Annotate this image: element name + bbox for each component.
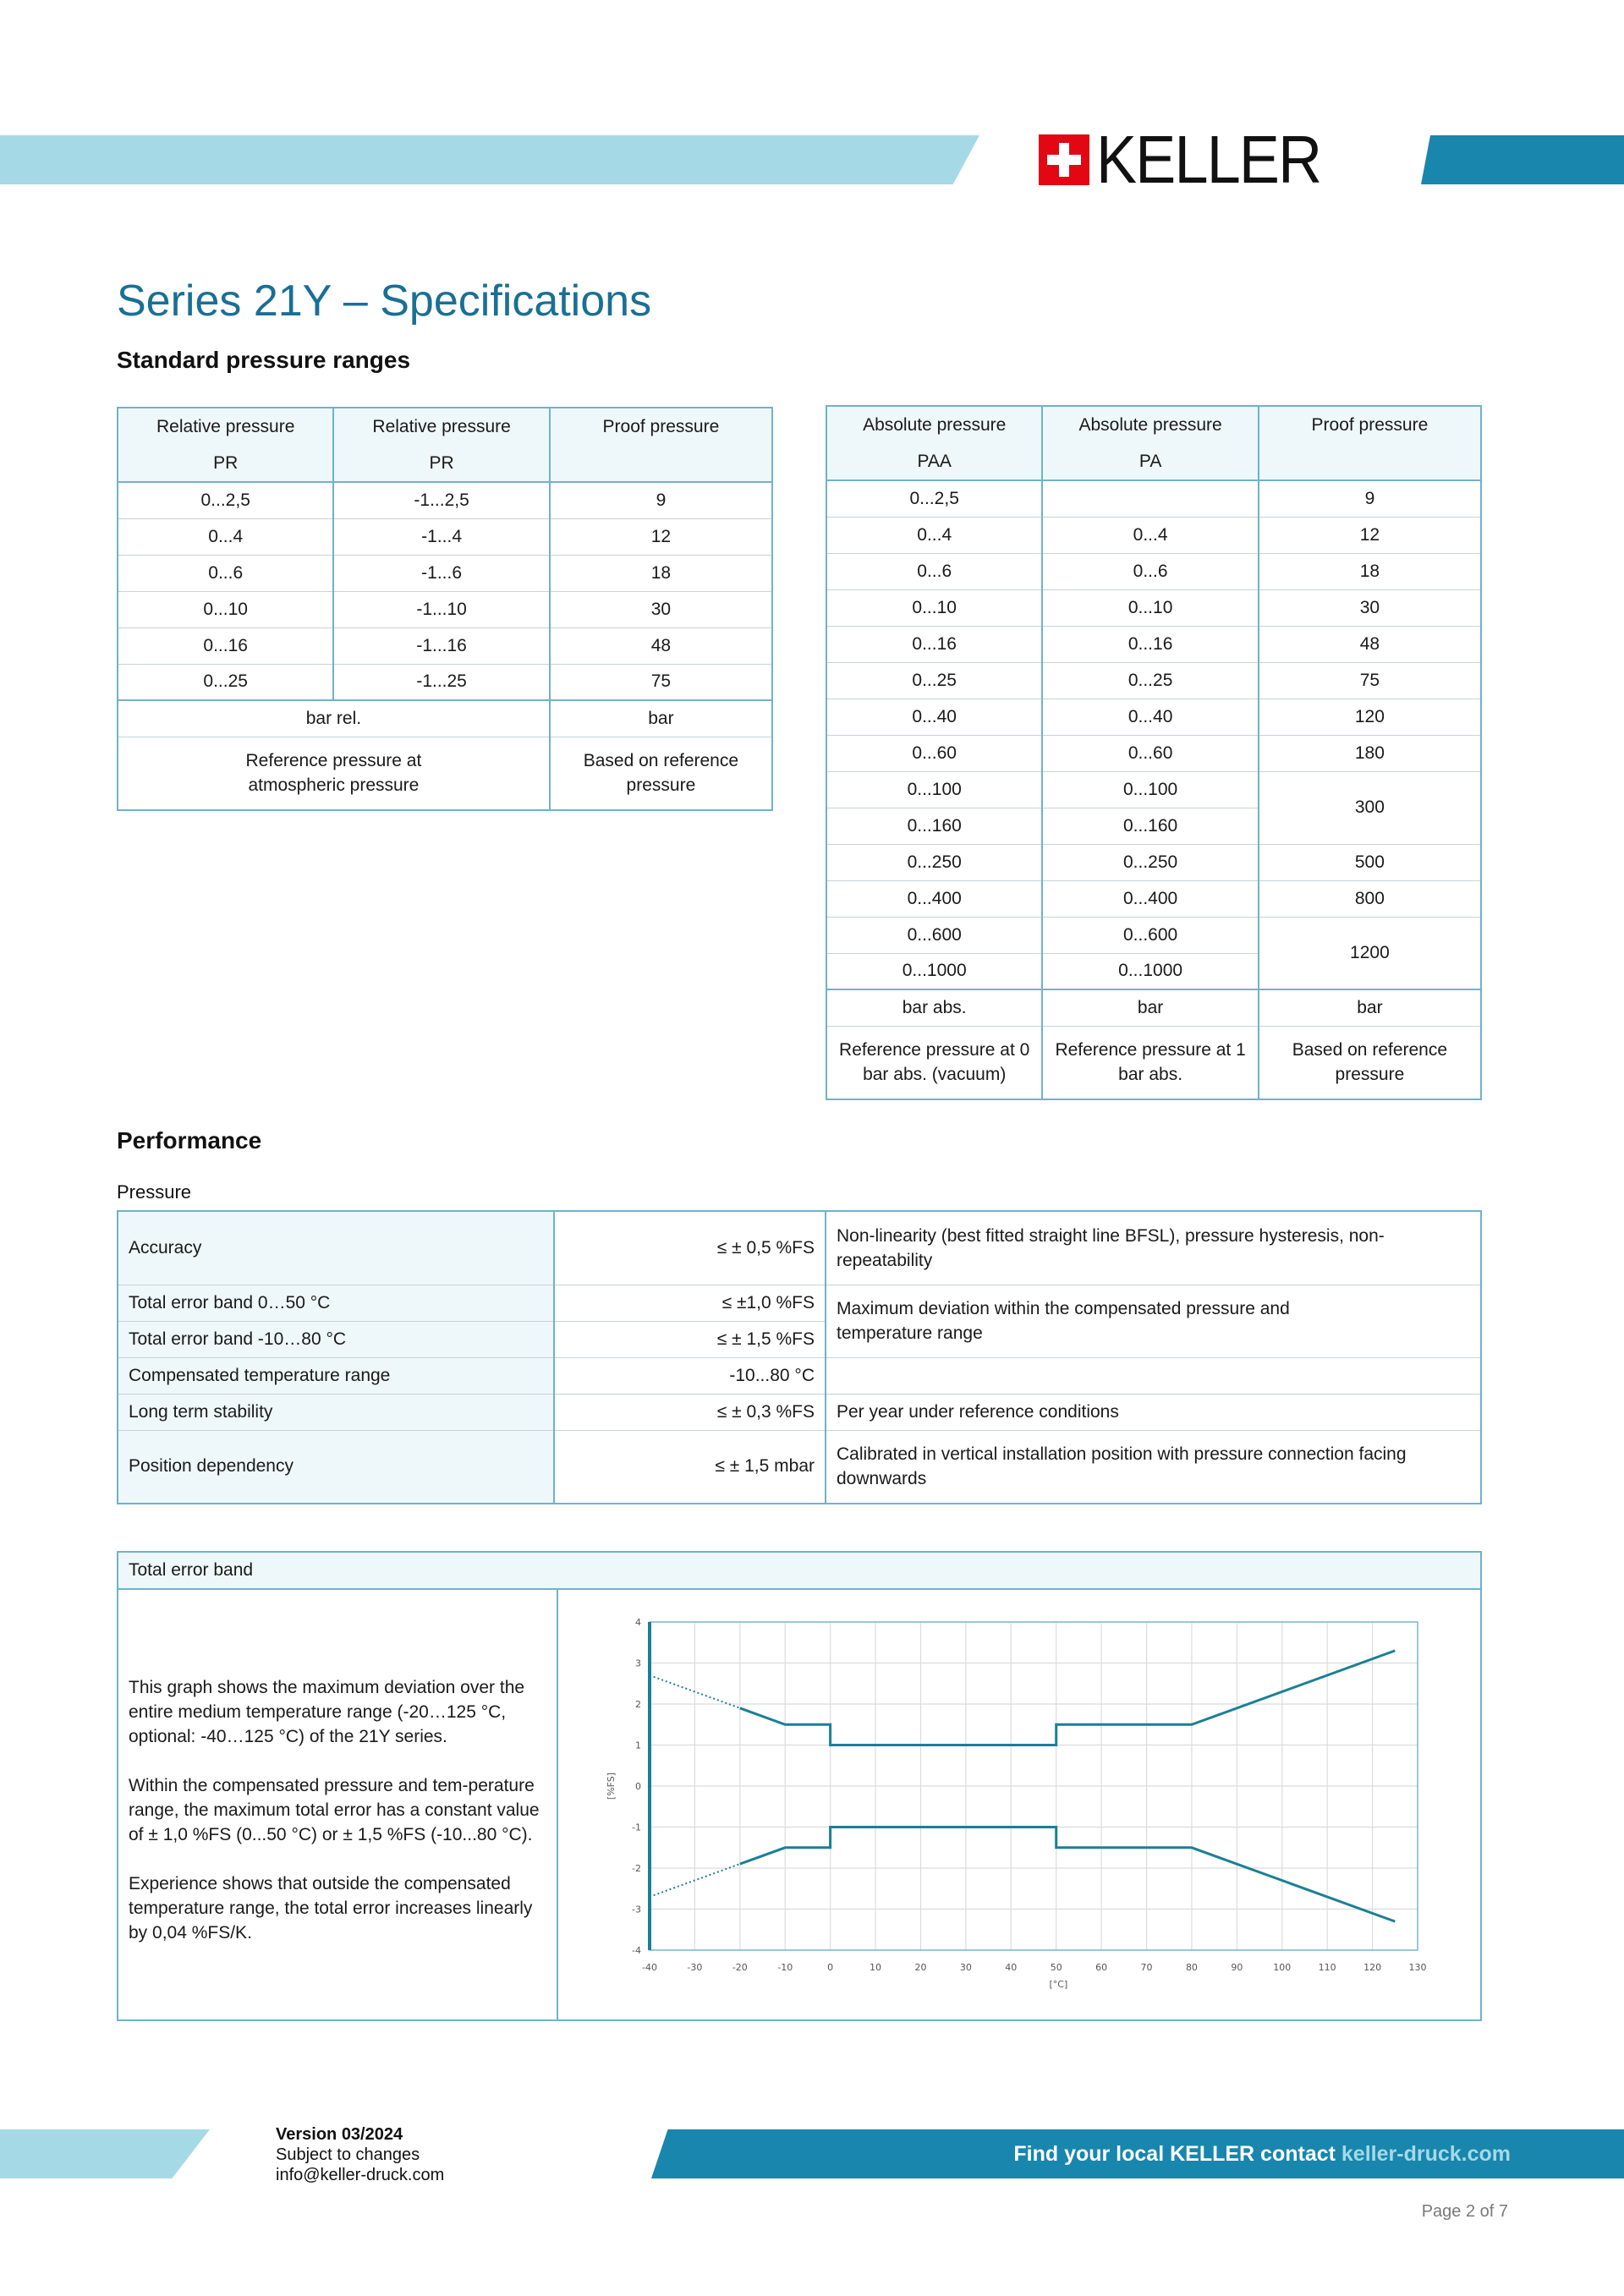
perf-value: ≤ ±1,0 %FS — [554, 1285, 826, 1321]
table-cell: 0...600 — [826, 917, 1042, 953]
table-cell: 48 — [1259, 626, 1481, 662]
table-cell: 0...40 — [826, 699, 1042, 735]
table-cell: 0...400 — [1042, 880, 1258, 917]
perf-label: Total error band -10…80 °C — [118, 1321, 554, 1357]
x-tick-label: 30 — [959, 1962, 972, 1973]
table-cell: -1...25 — [333, 664, 549, 700]
x-tick-label: 10 — [870, 1962, 882, 1973]
perf-note: Per year under reference conditions — [826, 1394, 1481, 1430]
table-cell: 18 — [1259, 553, 1481, 589]
table-cell: 500 — [1259, 844, 1481, 880]
table-row — [826, 626, 1481, 662]
perf-label: Accuracy — [118, 1211, 554, 1285]
table-header: Relative pressure PR — [333, 408, 549, 482]
unit-cell: bar abs. — [826, 989, 1042, 1026]
y-tick-label: -1 — [632, 1822, 641, 1833]
x-tick-label: -40 — [642, 1962, 657, 1973]
series-line — [740, 1827, 1396, 1922]
table-cell: 0...6 — [826, 553, 1042, 589]
table-cell: 18 — [550, 555, 772, 591]
logo-text: KELLER — [1096, 122, 1321, 197]
page-title: Series 21Y – Specifications — [117, 277, 652, 326]
section-heading-standard-ranges: Standard pressure ranges — [117, 347, 411, 373]
x-tick-label: 50 — [1050, 1962, 1062, 1973]
y-tick-label: 0 — [635, 1781, 641, 1792]
x-tick-label: 100 — [1273, 1962, 1292, 1973]
y-tick-label: 2 — [635, 1699, 641, 1710]
table-cell: 0...25 — [1042, 662, 1258, 699]
footer-info — [276, 2124, 444, 2185]
table-cell: 0...1000 — [1042, 953, 1258, 989]
series-line — [740, 1651, 1396, 1745]
note-cell: Reference pressure at 0 bar abs. (vacuum) — [826, 1026, 1042, 1099]
header-light-bar — [0, 135, 979, 184]
section-heading-performance: Performance — [117, 1127, 262, 1153]
cta-website-link[interactable]: keller-druck.com — [1341, 2142, 1511, 2166]
table-cell: 0...250 — [1042, 844, 1258, 880]
y-tick-label: 1 — [635, 1740, 641, 1751]
header-dark-bar — [1421, 135, 1624, 184]
version-label: Version 03/2024 — [276, 2125, 403, 2144]
perf-value: ≤ ± 1,5 %FS — [554, 1321, 826, 1357]
table-cell: 75 — [550, 664, 772, 700]
swiss-cross-icon — [1039, 134, 1089, 185]
x-tick-label: 120 — [1363, 1962, 1382, 1973]
perf-label: Total error band 0…50 °C — [118, 1285, 554, 1321]
table-cell: 9 — [1259, 480, 1481, 517]
table-cell: 30 — [1259, 589, 1481, 626]
table-cell: 0...16 — [1042, 626, 1258, 662]
table-cell: 75 — [1259, 662, 1481, 699]
table-cell: 0...250 — [826, 844, 1042, 880]
y-tick-label: -4 — [632, 1945, 641, 1956]
table-cell: 0...2,5 — [118, 482, 333, 518]
perf-label: Long term stability — [118, 1394, 554, 1430]
perf-label: Position dependency — [118, 1430, 554, 1504]
x-tick-label: 130 — [1408, 1962, 1427, 1973]
table-cell: 180 — [1259, 735, 1481, 771]
table-cell: 0...16 — [826, 626, 1042, 662]
description-paragraph: Experience shows that outside the compensated temperature range, the total error increases linearly by 0,04 %FS/K. — [129, 1874, 533, 1943]
table-cell: -1...6 — [333, 555, 549, 591]
perf-note: Calibrated in vertical installation position with pressure connection facing downwards — [826, 1430, 1481, 1504]
table-cell: 12 — [550, 518, 772, 555]
table-header: Absolute pressure PA — [1042, 406, 1258, 480]
x-tick-label: 0 — [827, 1962, 834, 1973]
unit-cell: bar — [1042, 989, 1258, 1026]
perf-value: ≤ ± 0,3 %FS — [554, 1394, 826, 1430]
x-tick-label: 70 — [1140, 1962, 1153, 1973]
y-tick-label: -3 — [632, 1904, 641, 1915]
unit-cell: bar rel. — [118, 700, 550, 737]
table-cell: 0...400 — [826, 880, 1042, 917]
table-row — [826, 917, 1481, 953]
table-header: Relative pressure PR — [118, 408, 333, 482]
table-cell: 0...100 — [826, 771, 1042, 808]
note-cell: Reference pressure at atmospheric pressure — [118, 737, 550, 810]
table-cell: 300 — [1259, 771, 1481, 844]
description-paragraph: Within the compensated pressure and tem-perature range, the maximum total error has a constant value of ± 1,0 %FS (0...50 °C) or ± 1,5 %FS (-10...80 °C). — [129, 1776, 540, 1844]
x-tick-label: 20 — [914, 1962, 927, 1973]
description-paragraph: This graph shows the maximum deviation over the entire medium temperature range (-20…125 °C, optional: -40…125 °C) of the 21Y series. — [129, 1678, 525, 1746]
table-cell: 0...4 — [826, 517, 1042, 553]
table-cell — [1042, 480, 1258, 517]
absolute-pressure-table — [826, 405, 1482, 1100]
table-row — [826, 844, 1481, 880]
table-cell: 1200 — [1259, 917, 1481, 989]
table-cell: 0...100 — [1042, 771, 1258, 808]
table-cell: -1...16 — [333, 627, 549, 664]
y-tick-label: -2 — [632, 1863, 641, 1874]
subheading-pressure: Pressure — [117, 1181, 192, 1203]
table-row — [826, 480, 1481, 517]
performance-table — [117, 1210, 1482, 1504]
table-row — [118, 627, 772, 664]
table-row — [118, 555, 772, 591]
perf-note — [826, 1357, 1481, 1394]
x-tick-label: -30 — [687, 1962, 703, 1973]
cta-text: Find your local KELLER contact — [1013, 2142, 1336, 2166]
unit-cell: bar — [550, 700, 772, 737]
keller-logo — [1039, 122, 1346, 197]
total-error-band-chart — [592, 1598, 1438, 1996]
footer-light-bar — [0, 2129, 210, 2178]
table-row — [826, 735, 1481, 771]
table-cell: 800 — [1259, 880, 1481, 917]
table-cell: 0...25 — [826, 662, 1042, 699]
total-error-band-heading: Total error band — [118, 1553, 1480, 1590]
total-error-band-description — [118, 1590, 558, 2019]
table-cell: 0...600 — [1042, 917, 1258, 953]
perf-value: ≤ ± 0,5 %FS — [554, 1211, 826, 1285]
table-cell: 0...6 — [1042, 553, 1258, 589]
table-cell: 12 — [1259, 517, 1481, 553]
table-cell: 0...4 — [1042, 517, 1258, 553]
subject-to-changes: Subject to changes — [276, 2145, 420, 2164]
table-header: Proof pressure — [1259, 406, 1481, 480]
table-row — [118, 591, 772, 627]
table-row — [118, 482, 772, 518]
table-cell: 0...160 — [1042, 808, 1258, 844]
table-cell: 0...1000 — [826, 953, 1042, 989]
table-cell: 0...60 — [1042, 735, 1258, 771]
table-row — [118, 518, 772, 555]
table-row — [826, 553, 1481, 589]
x-tick-label: -10 — [777, 1962, 793, 1973]
table-cell: 0...40 — [1042, 699, 1258, 735]
x-tick-label: 60 — [1095, 1962, 1108, 1973]
page-number: Page 2 of 7 — [1421, 2202, 1508, 2221]
table-cell: 0...60 — [826, 735, 1042, 771]
perf-note: Maximum deviation within the compensated pressure and temperature range — [826, 1285, 1481, 1357]
table-cell: -1...10 — [333, 591, 549, 627]
note-cell: Reference pressure at 1 bar abs. — [1042, 1026, 1258, 1099]
table-cell: 0...10 — [826, 589, 1042, 626]
table-header: Proof pressure — [550, 408, 772, 482]
table-cell: 0...2,5 — [826, 480, 1042, 517]
table-cell: 0...16 — [118, 627, 333, 664]
table-row — [826, 880, 1481, 917]
y-tick-label: 3 — [635, 1658, 641, 1669]
perf-value: -10...80 °C — [554, 1357, 826, 1394]
table-row — [826, 699, 1481, 735]
perf-note: Non-linearity (best fitted straight line BFSL), pressure hysteresis, non-repeatability — [826, 1211, 1481, 1285]
perf-value: ≤ ± 1,5 mbar — [554, 1430, 826, 1504]
table-cell: 0...10 — [118, 591, 333, 627]
table-cell: 48 — [550, 627, 772, 664]
x-tick-label: -20 — [732, 1962, 748, 1973]
y-tick-label: 4 — [635, 1617, 641, 1628]
table-cell: 0...10 — [1042, 589, 1258, 626]
table-cell: 0...25 — [118, 664, 333, 700]
table-cell: 0...6 — [118, 555, 333, 591]
note-cell: Based on reference pressure — [1259, 1026, 1481, 1099]
table-row — [826, 517, 1481, 553]
table-row — [118, 664, 772, 700]
note-cell: Based on reference pressure — [550, 737, 772, 810]
table-cell: 120 — [1259, 699, 1481, 735]
x-axis-label: [°C] — [1049, 1979, 1068, 1990]
x-tick-label: 80 — [1185, 1962, 1198, 1973]
table-header: Absolute pressure PAA — [826, 406, 1042, 480]
table-cell: -1...4 — [333, 518, 549, 555]
table-row — [826, 771, 1481, 808]
table-cell: 30 — [550, 591, 772, 627]
x-tick-label: 90 — [1231, 1962, 1243, 1973]
perf-label: Compensated temperature range — [118, 1357, 554, 1394]
y-axis-label: [%FS] — [606, 1772, 617, 1800]
table-row — [826, 662, 1481, 699]
footer-email-link[interactable]: info@keller-druck.com — [276, 2166, 445, 2184]
footer-cta — [1013, 2140, 1511, 2168]
table-row — [826, 589, 1481, 626]
relative-pressure-table — [117, 407, 773, 811]
table-cell: 0...160 — [826, 808, 1042, 844]
table-cell: 0...4 — [118, 518, 333, 555]
unit-cell: bar — [1259, 989, 1481, 1026]
x-tick-label: 40 — [1005, 1962, 1018, 1973]
x-tick-label: 110 — [1318, 1962, 1336, 1973]
table-cell: 9 — [550, 482, 772, 518]
table-cell: -1...2,5 — [333, 482, 549, 518]
